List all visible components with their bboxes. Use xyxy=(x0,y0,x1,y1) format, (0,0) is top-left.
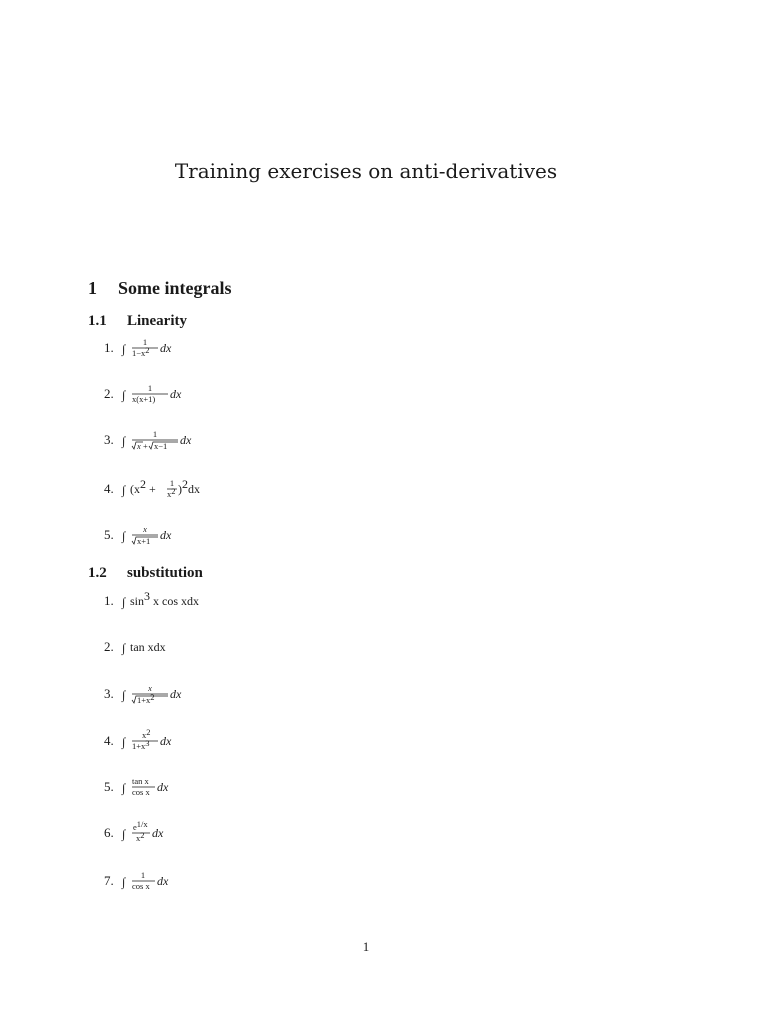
svg-text:∫: ∫ xyxy=(122,641,126,655)
svg-text:x+1: x+1 xyxy=(137,536,151,546)
svg-text:1−x2: 1−x2 xyxy=(132,345,150,358)
item-label: 1. xyxy=(104,593,114,608)
item-label: 4. xyxy=(104,481,114,496)
svg-text:dx: dx xyxy=(152,826,164,840)
integral-formula xyxy=(122,818,202,848)
svg-text:x2: x2 xyxy=(142,727,151,740)
svg-text:tan x: tan x xyxy=(132,776,149,786)
subsection-heading-substitution xyxy=(88,565,203,582)
integral-formula xyxy=(122,679,212,709)
subsection-number: 1.2 xyxy=(88,565,107,581)
item-label: 4. xyxy=(104,733,114,748)
integral-formula xyxy=(122,632,202,662)
svg-text:∫: ∫ xyxy=(122,688,126,702)
svg-text:∫: ∫ xyxy=(122,875,126,889)
list-item xyxy=(104,866,202,896)
svg-text:dx: dx xyxy=(170,687,182,701)
svg-text:∫: ∫ xyxy=(122,342,126,356)
svg-text:dx: dx xyxy=(157,780,169,794)
item-label: 6. xyxy=(104,825,114,840)
integral-formula xyxy=(122,772,202,802)
section-number: 1 xyxy=(88,278,97,298)
svg-text:dx: dx xyxy=(160,734,172,748)
integral-formula xyxy=(122,586,232,616)
document-title: Training exercises on anti-derivatives xyxy=(174,159,558,183)
subsection-title: Linearity xyxy=(127,313,187,329)
svg-text:dx: dx xyxy=(180,433,192,447)
section-heading xyxy=(88,278,231,299)
item-label: 3. xyxy=(104,432,114,447)
svg-text:dx: dx xyxy=(160,341,172,355)
section-title: Some integrals xyxy=(118,278,232,298)
svg-text:tan xdx: tan xdx xyxy=(130,640,166,654)
svg-text:cos x: cos x xyxy=(132,881,150,891)
item-label: 3. xyxy=(104,686,114,701)
page-number: 1 xyxy=(362,939,370,954)
svg-text:∫: ∫ xyxy=(122,735,126,749)
svg-text:cos x: cos x xyxy=(132,787,150,797)
svg-text:dx: dx xyxy=(157,874,169,888)
svg-text:(x2 +: (x2 + xyxy=(130,477,156,496)
svg-text:∫: ∫ xyxy=(122,388,126,402)
item-label: 5. xyxy=(104,527,114,542)
svg-text:dx: dx xyxy=(170,387,182,401)
integral-formula xyxy=(122,333,202,363)
svg-text:)2dx: )2dx xyxy=(178,477,200,496)
svg-text:e1/x: e1/x xyxy=(133,819,148,832)
list-item xyxy=(104,586,232,616)
svg-text:∫: ∫ xyxy=(122,595,126,609)
list-item xyxy=(104,679,212,709)
svg-text:x(x+1): x(x+1) xyxy=(132,394,156,404)
svg-text:∫: ∫ xyxy=(122,781,126,795)
item-label: 7. xyxy=(104,873,114,888)
integral-formula xyxy=(122,379,212,409)
integral-formula xyxy=(122,866,202,896)
integral-formula xyxy=(122,425,232,455)
svg-text:∫: ∫ xyxy=(122,434,126,448)
list-item xyxy=(104,632,202,662)
svg-text:x: x xyxy=(143,524,147,534)
svg-text:x2: x2 xyxy=(136,830,145,843)
svg-text:1: 1 xyxy=(152,429,158,439)
integral-formula xyxy=(122,520,202,550)
item-label: 2. xyxy=(104,386,114,401)
svg-text:1: 1 xyxy=(169,478,175,488)
list-item xyxy=(104,520,202,550)
list-item xyxy=(104,474,232,504)
svg-text:∫: ∫ xyxy=(122,827,126,841)
integral-formula xyxy=(122,474,232,504)
list-item xyxy=(104,333,202,363)
svg-text:∫: ∫ xyxy=(122,529,126,543)
subsection-title: substitution xyxy=(127,565,203,581)
integral-formula xyxy=(122,726,202,756)
svg-text:∫: ∫ xyxy=(122,483,126,497)
item-label: 2. xyxy=(104,639,114,654)
svg-text:1: 1 xyxy=(142,337,148,347)
list-item xyxy=(104,726,202,756)
svg-text:x: x xyxy=(137,441,141,451)
item-label: 5. xyxy=(104,779,114,794)
subsection-heading-linearity xyxy=(88,313,187,330)
svg-text:1: 1 xyxy=(140,870,146,880)
svg-text:1+x2: 1+x2 xyxy=(137,692,155,705)
svg-text:1+x3: 1+x3 xyxy=(132,738,150,751)
svg-text:x2: x2 xyxy=(167,486,176,499)
svg-text:sin3 x cos xdx: sin3 x cos xdx xyxy=(130,589,200,608)
svg-text:x−1: x−1 xyxy=(154,441,168,451)
list-item xyxy=(104,772,202,802)
item-label: 1. xyxy=(104,340,114,355)
svg-text:+: + xyxy=(143,441,148,451)
svg-text:1: 1 xyxy=(147,383,153,393)
svg-text:dx: dx xyxy=(160,528,172,542)
svg-text:x: x xyxy=(148,683,152,693)
subsection-number: 1.1 xyxy=(88,313,107,329)
list-item xyxy=(104,379,212,409)
list-item xyxy=(104,818,202,848)
list-item xyxy=(104,425,232,455)
